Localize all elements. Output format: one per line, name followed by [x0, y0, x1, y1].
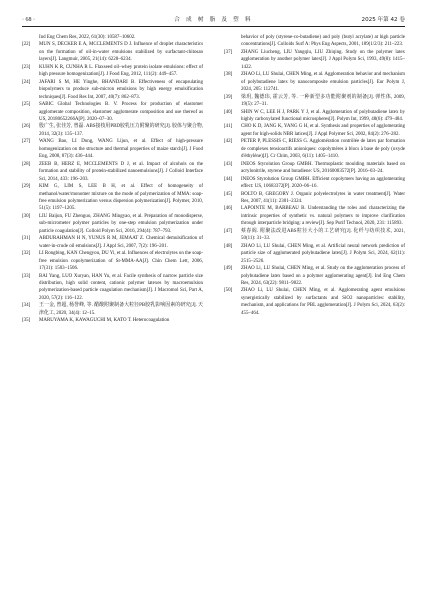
journal-title: 合 成 树 脂 及 塑 料: [174, 17, 253, 23]
reference-number: [22]: [22, 42, 31, 48]
reference-text: SHIN W C, LEE H J, PARK Y J, et al. Agglomeration of polybutadiene latex by highly carboxylated functional microspheres[J]. Polym Int, 1999, 48(6): 479–484.: [241, 109, 405, 122]
reference-entry: [224, 243, 405, 265]
reference-number: [47]: [224, 228, 233, 234]
reference-entry: [224, 34, 405, 49]
reference-column-left: [22, 34, 203, 325]
reference-text: KIM G, LIM S, LEE B H, et al. Effect of homogeneity of methanol/water/monomer mixture on the mode of polymerization of MMA: soap-free emulsion polymerization versus dispersion polymerization[J]. Polymer, 2010, 51(5): 1197–1205.: [39, 184, 203, 212]
reference-text: CHO K D, JANG K, YANG G H, et al. Synthesis and properties of agglomerating agent for high-solids NBR latices[J]. J Appl Polymer Sci, 2002, 84(2): 276–282.: [241, 124, 405, 137]
reference-number: [44]: [224, 176, 233, 182]
reference-number: [29]: [22, 184, 31, 190]
reference-entry: [22, 138, 203, 160]
reference-text: ABDURAHMAN H N, YUNUS R M, JEMAAT Z. Chemical demulsification of water-in-crude oil emulsions[J]. J Appl Sci, 2007, 7(2): 196–201.: [39, 236, 203, 249]
issue-info: 2025 年第 42 卷: [361, 17, 405, 23]
reference-entry: [22, 235, 203, 250]
reference-entry: [224, 109, 405, 124]
reference-number: [31]: [22, 236, 31, 242]
reference-text: ZHAO Li, LU Shulai, CHEN Ming, et al. Study on the agglomeration process of polybutadiene latex based on a polymer agglomerating agent[J]. Ind Eng Chem Res, 2024, 63(22): 9811–9822.: [241, 266, 405, 286]
reference-entry: [22, 213, 203, 235]
reference-text: LIU Baijun, FU Zhenguo, ZHANG Mingyao, et al. Preparation of monodisperse, sub-micrometer polymer particles by one-step emulsion polymerization under particle coagulation[J]. Colloid Polym Sci, 2016, 294(4): 787–793.: [39, 213, 203, 234]
reference-number: [43]: [224, 161, 233, 167]
reference-entry: [224, 49, 405, 71]
reference-number: [37]: [224, 49, 233, 55]
page-header: [22, 15, 405, 27]
reference-entry: [22, 250, 203, 272]
reference-text: SABIC Global Technologies B. V. Process for production of elastomer agglomerate composition, elastomer agglomerate composition and use thereof as US, 20180652266A[P]. 2020–07–30.: [39, 102, 203, 122]
reference-entry: [224, 138, 405, 160]
reference-number: [40]: [224, 109, 233, 115]
reference-number: [27]: [22, 139, 31, 145]
reference-text: 梁玥, 魏德玮, 霍云芳, 等. 一种新型多功能附聚剂的制备[J]. 弹性体, 2009, 19(5): 27–31.: [241, 94, 405, 108]
reference-number: [48]: [224, 243, 233, 249]
reference-text: LAPOINTE M, BARBEAU B. Understanding the roles and characterizing the intrinsic properties of synthetic vs. natural polymers to improve clarification through interparticle bridging: a review[J]. Sep Purif Technol, 2020, 231: 115893.: [241, 206, 405, 227]
reference-text: ZHAO Li, LU Shulai, CHEN Ming, et al. Agglomerating agent emulsions synergistically stabilized by surfactants and SiO2 nanoparticles: stability, mechanism, and applications for PBL agglomeration[J]. J Polym Sci, 2024, 63(2): 455–464.: [241, 288, 405, 316]
reference-text: LI Rongbing, KAN Chengyou, DU Yi, et al. Influences of electrolytes on the soap-free emulsion copolymerization of St-MMA-AA[J]. Chin Chem Lett, 2006, 17(31): 1503–1506.: [39, 251, 203, 272]
reference-column-right: [224, 34, 405, 317]
reference-text: JAFARI S M, HE Yinghe, BHANDARI B. Effectiveness of encapsulating biopolymers to produce sub-micron emulsions by high energy emulsification techniques[J]. Food Res Int, 2007, 40(7): 862–873.: [39, 79, 203, 100]
reference-entry: [22, 317, 203, 324]
reference-entry: [22, 101, 203, 123]
reference-number: [26]: [22, 124, 31, 130]
reference-entry: [224, 265, 405, 287]
reference-entry: [22, 161, 203, 183]
reference-entry: [22, 123, 203, 138]
reference-text: PETER P, PLESSIS C, RIESS G. Agglomération contrôlée de latex par formation de complexes tensioactifs anioniques: copolymères à blocs à base de poly (oxyde d'éthylène)[J]. Cr Chim, 2003, 6(11): 1405–1410.: [241, 139, 405, 160]
reference-entry: [22, 34, 203, 41]
reference-text: INEOS Styrolution Group GMBH. Thermoplastic moulding materials based on acrylonitrile, styrene and butadiene: US, 20160083572[P]. 2016–03–24.: [241, 161, 405, 175]
reference-entry: [224, 287, 405, 317]
reference-number: [38]: [224, 72, 233, 78]
reference-number: [34]: [22, 303, 31, 309]
reference-number: [33]: [22, 273, 31, 279]
reference-text: Ind Eng Chem Res, 2022, 61(30): 10587–10602.: [39, 35, 136, 40]
reference-number: [41]: [224, 124, 233, 130]
reference-entry: [224, 71, 405, 93]
reference-number: [50]: [224, 288, 233, 294]
reference-entry: [224, 94, 405, 109]
reference-text: MARUYAMA K, KAWAGUCHI M, KATO T. Heterocoagulation: [39, 318, 170, 324]
reference-number: [32]: [22, 251, 31, 257]
reference-text: BOLTO B, GREGORY J. Organic polyelectrolytes in water treatment[J]. Water Res, 2007, 41(11): 2301–2324.: [241, 191, 405, 204]
reference-text: 殷广生, 张佳芳, 曾磊. ABS接枝用PBD胶乳压力附聚的研究[J]. 胶体与聚合物, 2014, 32(3): 135–137.: [39, 124, 203, 137]
reference-number: [25]: [22, 102, 31, 108]
reference-text: WANG Bao, LI Dong, WANG Lijun, et al. Effect of high-pressure homogenization on the structure and thermal properties of maize starch[J]. J Food Eng, 2008, 87(3): 436–444.: [39, 139, 203, 160]
reference-number: [39]: [224, 94, 233, 100]
reference-text: MUN S, DECKER E A, MCCLEMENTS D J. Influence of droplet characteristics on the formation of oil-in-water emulsions stabilized by surfactant-chitosan layers[J]. Langmuir, 2005, 21(14): 6228–6234.: [39, 42, 203, 63]
reference-text: behavior of poly (styrene-co-butadiene) and poly (butyl acrylate) at high particle concentrations[J]. Colloids Surf A: Phys Eng Aspects, 2001, 189(1/2/3): 211–223.: [241, 35, 405, 48]
reference-number: [35]: [22, 318, 31, 324]
reference-entry: [224, 123, 405, 138]
reference-number: [46]: [224, 206, 233, 212]
reference-entry: [22, 273, 203, 303]
reference-entry: [22, 41, 203, 63]
reference-text: ZHAO Li, LU Shulai, CHEN Ming, et al. Artificial neural network prediction of particle size of agglomerated polybutadiene latex[J]. J Polym Sci, 2024, 62(11): 2515–2526.: [241, 243, 405, 264]
reference-text: KUHN K R, CUNHA R L. Flaxseed oil–whey protein isolate emulsions: effect of high pressure homogenization[J]. J Food Eng, 2012, 111(2): 449–457.: [39, 64, 203, 78]
reference-entry: [224, 205, 405, 227]
reference-number: [24]: [22, 79, 31, 85]
reference-number: [28]: [22, 161, 31, 167]
page-number: · 68 ·: [22, 17, 35, 23]
reference-entry: [224, 228, 405, 243]
reference-text: BAI Yang, LUO Xuryan, HAN Yu, et al. Facile synthesis of narrow particle size distribution, high solid content, cationic polymer latexes by macroemulsion polymerization-based particle coagulation mechanism[J]. J Macromol Sci, Part A, 2020, 57(2): 116–122.: [39, 273, 203, 301]
reference-number: [49]: [224, 266, 233, 272]
reference-text: 蔡春阁. 附聚法改进ABS粒径大小的工艺研究[J]. 化纤与纺织技术, 2021, 50(11): 31–33.: [241, 228, 405, 242]
reference-text: 王一金, 曾超, 杨誉峰, 等. 醋酸附聚制备大粒径PB胶乳影响因素的研究[J]. 天津化工, 2020, 34(4): 12–15.: [39, 303, 203, 316]
reference-number: [42]: [224, 139, 233, 145]
reference-text: INEOS Styrolution Group GMBH. Efficient copolymers having an agglomerating effect: US, 10683372[P]. 2020–06–16.: [241, 176, 405, 190]
reference-entry: [22, 64, 203, 79]
reference-number: [30]: [22, 213, 31, 219]
reference-number: [45]: [224, 191, 233, 197]
reference-entry: [22, 302, 203, 317]
reference-text: ZHAO Li, LU Shulai, CHEN Ming, et al. Agglomeration behavior and mechanism of polybutadiene latex by nanocomposite emulsion particles[J]. Eur Polym J, 2024, 205: 112741.: [241, 72, 405, 93]
reference-entry: [224, 191, 405, 206]
reference-entry: [224, 161, 405, 176]
reference-text: ZHANG Liucheng, LIU Yangqiu, LIU Zhiqing. Study on the polymer latex agglomeration by another polymer latex[J]. J Appl Polym Sci, 1993, 49(8): 1415–1422.: [241, 49, 405, 70]
reference-entry: [22, 183, 203, 213]
reference-entry: [224, 176, 405, 191]
reference-entry: [22, 79, 203, 101]
reference-number: [23]: [22, 64, 31, 70]
reference-text: ZEEB B, HERZ E, MCCLEMENTS D J, et al. Impact of alcohols on the formation and stability of protein-stabilized nanoemulsions[J]. J Colloid Interface Sci, 2014, 433: 196–203.: [39, 161, 203, 182]
